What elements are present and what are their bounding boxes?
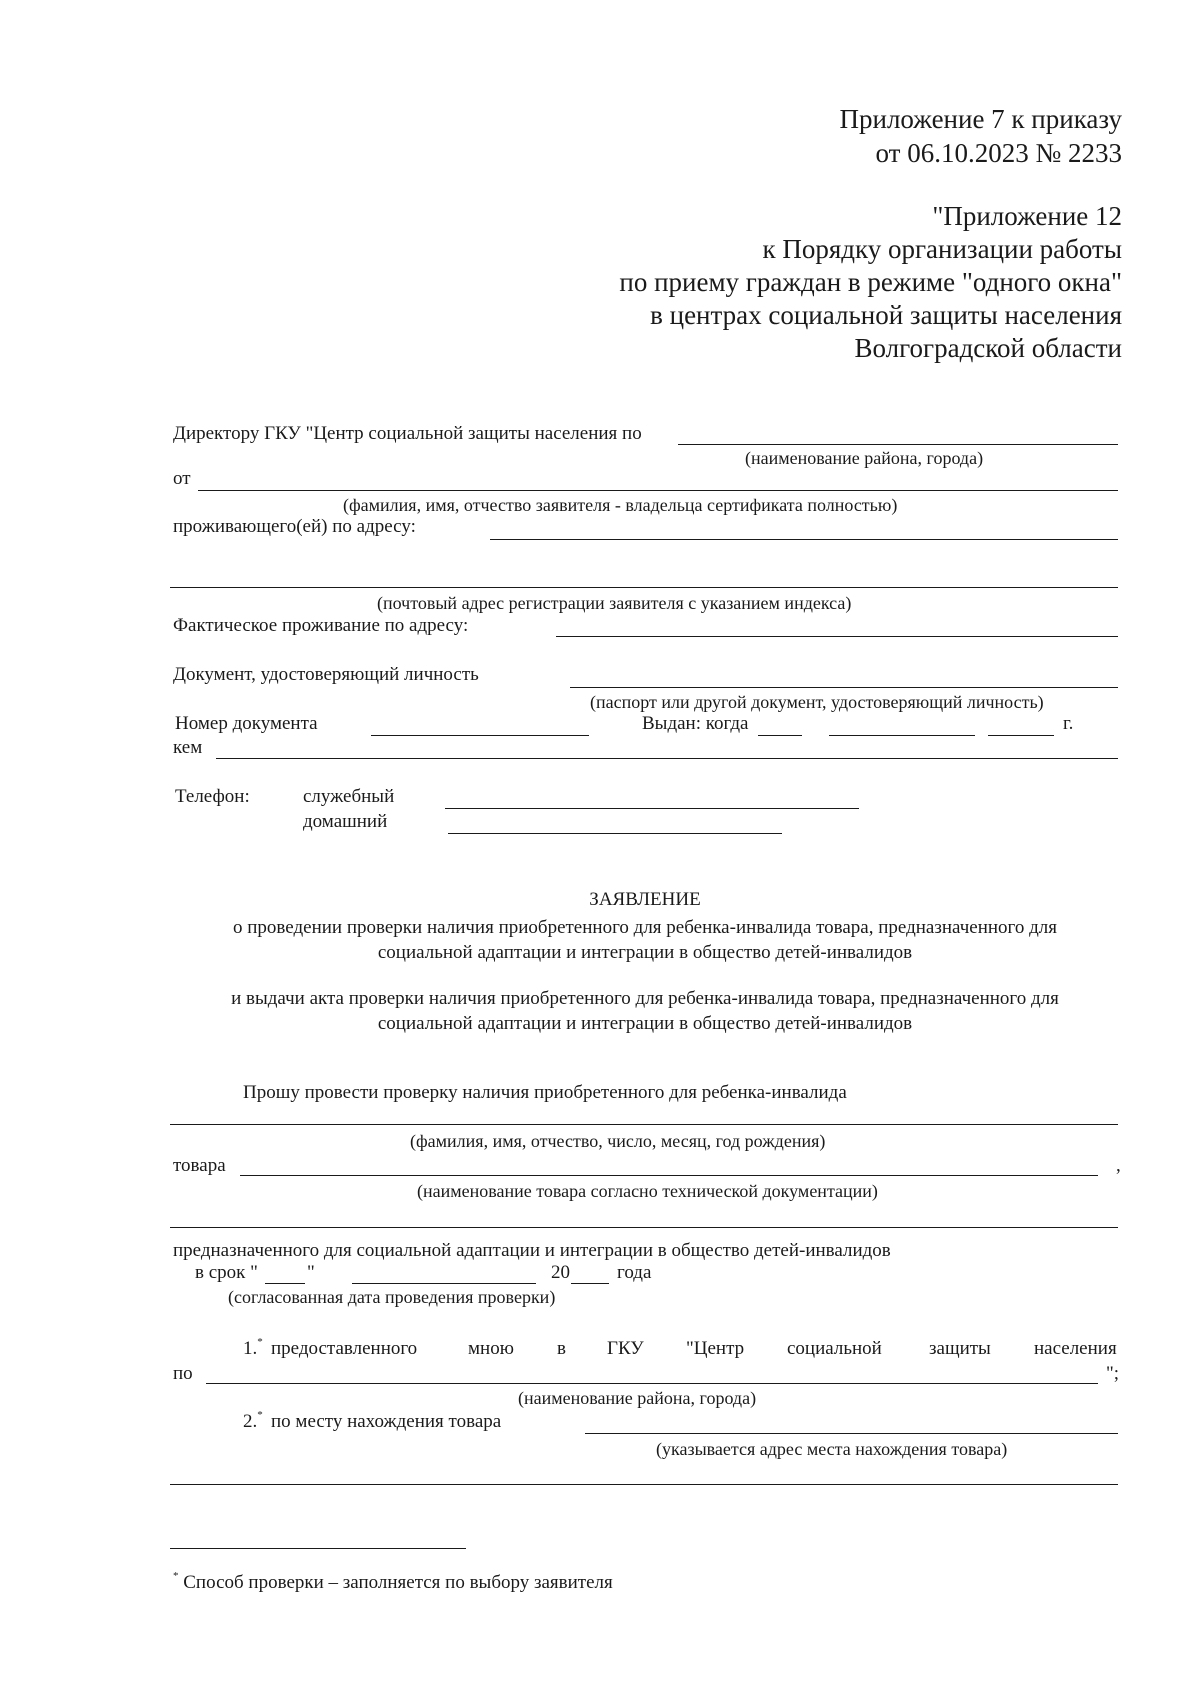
header-annex12-line: "Приложение 12 [932, 201, 1122, 231]
district-caption: (наименование района, города) [745, 448, 984, 468]
id-document-field[interactable] [570, 687, 1118, 688]
id-document-label: Документ, удостоверяющий личность [173, 664, 479, 685]
issued-when-label: Выдан: когда [642, 713, 749, 734]
applicant-name-field[interactable] [198, 490, 1118, 491]
registration-address-field-2[interactable] [170, 587, 1118, 588]
option1-word-4: ГКУ [607, 1338, 644, 1359]
option1-word-1: предоставленного [271, 1338, 418, 1359]
district-field[interactable] [678, 444, 1118, 445]
goods-location-caption: (указывается адрес места нахождения товара) [656, 1439, 1008, 1459]
footnote-separator [170, 1548, 466, 1549]
option1-word-6: социальной [787, 1338, 882, 1359]
term-caption: (согласованная дата проведения проверки) [228, 1287, 556, 1307]
header-procedure-line: к Порядку организации работы [762, 234, 1122, 264]
registration-address-field[interactable] [490, 539, 1118, 540]
purpose-text: предназначенного для социальной адаптации и интеграции в общество детей-инвалидов [173, 1240, 891, 1261]
issued-year-field[interactable] [988, 735, 1054, 736]
work-phone-label: служебный [303, 786, 395, 807]
id-document-caption: (паспорт или другой документ, удостоверяющий личность) [590, 692, 1044, 712]
header-centers-line: в центрах социальной защиты населения [650, 300, 1122, 330]
term-century: 20 [551, 1262, 570, 1283]
work-phone-field[interactable] [445, 808, 859, 809]
option1-word-5: "Центр [686, 1338, 745, 1359]
header-region-line: Волгоградской области [854, 333, 1122, 363]
director-label: Директору ГКУ "Центр социальной защиты населения по [173, 423, 642, 444]
issued-month-field[interactable] [829, 735, 975, 736]
child-name-field[interactable] [170, 1124, 1118, 1125]
term-prefix: в срок " [195, 1262, 258, 1283]
term-month-field[interactable] [352, 1283, 536, 1284]
postal-address-caption: (почтовый адрес регистрации заявителя с указанием индекса) [377, 593, 852, 613]
option1-end: "; [1106, 1363, 1120, 1384]
document-number-field[interactable] [371, 735, 589, 736]
term-day-field[interactable] [265, 1283, 305, 1284]
footnote: * Способ проверки – заполняется по выбору заявителя [173, 1570, 613, 1593]
goods-location-field[interactable] [585, 1433, 1118, 1434]
term-year-word: года [617, 1262, 652, 1283]
option2-number: 2.* [243, 1409, 263, 1432]
statement-act-line2: социальной адаптации и интеграции в общество детей-инвалидов [377, 1013, 913, 1034]
option1-word-2: мною [468, 1338, 514, 1359]
home-phone-label: домашний [303, 811, 388, 832]
header-one-window-line: по приему граждан в режиме "одного окна" [619, 267, 1122, 297]
actual-address-field[interactable] [556, 636, 1118, 637]
header-annex-line: Приложение 7 к приказу [839, 104, 1122, 134]
option1-district-field[interactable] [206, 1383, 1098, 1384]
statement-title: ЗАЯВЛЕНИЕ [589, 889, 701, 910]
goods-location-field-2[interactable] [170, 1484, 1118, 1485]
goods-name-field-2[interactable] [170, 1227, 1118, 1228]
option2-text: по месту нахождения товара [271, 1411, 502, 1432]
term-quote: " [307, 1262, 315, 1283]
goods-name-caption: (наименование товара согласно технической документации) [417, 1181, 878, 1201]
year-suffix: г. [1063, 713, 1074, 734]
option1-word-7: защиты [929, 1338, 991, 1359]
issued-by-field[interactable] [216, 758, 1118, 759]
applicant-name-caption: (фамилия, имя, отчество заявителя - владельца сертификата полностью) [343, 495, 898, 515]
phone-label: Телефон: [175, 786, 250, 807]
request-text: Прошу провести проверку наличия приобретенного для ребенка-инвалида [243, 1082, 847, 1103]
actual-residence-label: Фактическое проживание по адресу: [173, 615, 469, 636]
document-number-label: Номер документа [175, 713, 318, 734]
term-year-field[interactable] [571, 1283, 609, 1284]
residing-label: проживающего(ей) по адресу: [173, 516, 416, 537]
issued-day-field[interactable] [758, 735, 802, 736]
statement-act-line1: и выдачи акта проверки наличия приобретенного для ребенка-инвалида товара, предназначенного для [231, 988, 1059, 1009]
option1-number: 1.* [243, 1336, 263, 1359]
from-label: от [173, 468, 191, 489]
option1-caption: (наименование района, города) [518, 1388, 757, 1408]
child-name-caption: (фамилия, имя, отчество, число, месяц, год рождения) [410, 1131, 826, 1151]
home-phone-field[interactable] [448, 833, 782, 834]
issued-by-label: кем [173, 737, 203, 758]
goods-label: товара [173, 1155, 226, 1176]
option1-word-3: в [557, 1338, 566, 1359]
goods-comma: , [1116, 1155, 1121, 1176]
header-order-date-line: от 06.10.2023 № 2233 [875, 138, 1122, 168]
statement-subject-line1: о проведении проверки наличия приобретенного для ребенка-инвалида товара, предназначенного для [233, 917, 1057, 938]
option1-po-label: по [173, 1363, 193, 1384]
option1-word-8: населения [1034, 1338, 1117, 1359]
statement-subject-line2: социальной адаптации и интеграции в общество детей-инвалидов [377, 942, 913, 963]
goods-name-field[interactable] [240, 1175, 1098, 1176]
